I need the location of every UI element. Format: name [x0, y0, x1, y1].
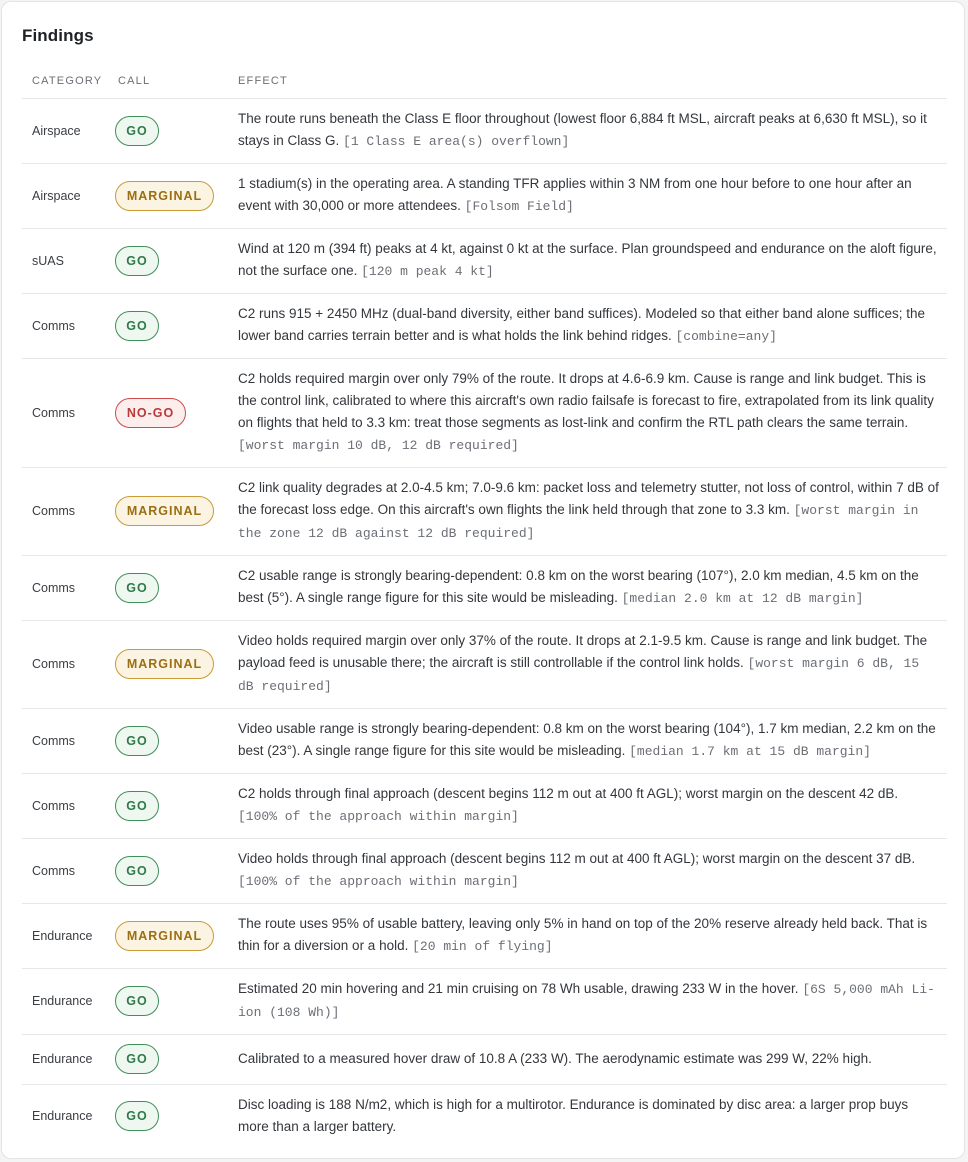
findings-table [22, 64, 947, 1148]
effect-text: C2 holds required margin over only 79% of the route. It drops at 4.6-6.9 km. Cause is range and link budget. This is the control link, calibrated to where this aircraft's own radio failsafe is forecast to fire, extrapolated from its link quality on flights that held to 3.3 km: treat those segments as lost-link and confirm the RTL path clears the same terrain. [238, 371, 934, 430]
effect-cell [228, 99, 947, 164]
panel-title: Findings [22, 26, 94, 45]
status-badge: MARGINAL [115, 181, 214, 211]
effect-detail: [100% of the approach within margin] [238, 809, 519, 824]
status-badge: GO [115, 726, 159, 756]
column-header-call: CALL [108, 64, 228, 99]
effect-detail: [worst margin 6 dB, 15 dB required] [238, 656, 920, 694]
category-cell: Comms [22, 709, 108, 774]
category-cell: Endurance [32, 1109, 93, 1123]
category-cell: Endurance [22, 904, 108, 969]
status-badge: GO [115, 246, 159, 276]
effect-text: 1 stadium(s) in the operating area. A standing TFR applies within 3 NM from one hour before to one hour after an event with 30,000 or more attendees. [238, 176, 912, 213]
effect-cell [228, 556, 947, 621]
table-row [22, 839, 947, 904]
call-cell [108, 774, 228, 839]
effect-detail: [100% of the approach within margin] [238, 874, 519, 889]
effect-text: Calibrated to a measured hover draw of 10.8 A (233 W). The aerodynamic estimate was 299 W, 22% high. [238, 1051, 872, 1066]
effect-detail: [6S 5,000 mAh Li-ion (108 Wh)] [238, 982, 935, 1020]
effect-cell [228, 621, 947, 709]
table-row [22, 229, 947, 294]
status-badge: GO [115, 573, 159, 603]
category-cell: Comms [22, 359, 108, 468]
category-cell: Comms [22, 839, 108, 904]
table-row [22, 294, 947, 359]
call-cell [108, 904, 228, 969]
call-cell [108, 621, 228, 709]
effect-text: Video usable range is strongly bearing-dependent: 0.8 km on the worst bearing (104°), 1.7 km median, 2.2 km on the best (23°). A single range figure for this site would be misleading. [238, 721, 936, 758]
effect-cell [228, 839, 947, 904]
table-row [22, 556, 947, 621]
table-row [22, 709, 947, 774]
effect-cell [228, 468, 947, 556]
effect-cell [228, 229, 947, 294]
effect-detail: [120 m peak 4 kt] [361, 264, 494, 279]
effect-detail: [median 1.7 km at 15 dB margin] [629, 744, 871, 759]
table-row [22, 774, 947, 839]
status-badge: NO-GO [115, 398, 186, 428]
effect-cell [228, 709, 947, 774]
call-cell [108, 164, 228, 229]
call-cell [108, 556, 228, 621]
effect-cell [228, 1085, 947, 1149]
effect-text: Video holds required margin over only 37% of the route. It drops at 2.1-9.5 km. Cause is range and link budget. The payload feed is unusable there; the aircraft is still controllable if the control link holds. [238, 633, 928, 670]
effect-text: C2 usable range is strongly bearing-dependent: 0.8 km on the worst bearing (107°), 2.0 km median, 4.5 km on the best (5°). A single range figure for this site would be misleading. [238, 568, 919, 605]
table-row [22, 468, 947, 556]
column-header-effect: EFFECT [228, 64, 947, 99]
effect-cell [228, 164, 947, 229]
table-row [22, 904, 947, 969]
effect-text: The route runs beneath the Class E floor throughout (lowest floor 6,884 ft MSL, aircraft peaks at 6,630 ft MSL), so it stays in Class G. [238, 111, 927, 148]
category-cell: Endurance [22, 1035, 108, 1085]
call-cell [108, 468, 228, 556]
call-cell [108, 294, 228, 359]
effect-text: C2 runs 915 + 2450 MHz (dual-band diversity, either band suffices). Modeled so that either band alone suffices; the lower band carries terrain better and is what holds the link behind ridges. [238, 306, 926, 343]
effect-cell [228, 359, 947, 468]
call-cell [108, 1085, 228, 1149]
category-cell: Comms [22, 621, 108, 709]
table-header-row [22, 64, 947, 99]
effect-detail: [20 min of flying] [412, 939, 553, 954]
table-row [22, 164, 947, 229]
call-cell [108, 1035, 228, 1085]
effect-text: Wind at 120 m (394 ft) peaks at 4 kt, against 0 kt at the surface. Plan groundspeed and endurance on the aloft figure, not the surface one. [238, 241, 937, 278]
category-cell: Comms [22, 774, 108, 839]
category-cell: Comms [22, 468, 108, 556]
effect-detail: [worst margin in the zone 12 dB against 12 dB required] [238, 503, 919, 541]
effect-detail: [median 2.0 km at 12 dB margin] [621, 591, 864, 606]
call-cell [108, 359, 228, 468]
status-badge: GO [115, 986, 159, 1016]
category-cell: sUAS [22, 229, 108, 294]
effect-detail: [Folsom Field] [464, 199, 574, 214]
call-cell [108, 229, 228, 294]
table-row [22, 969, 947, 1035]
effect-cell [228, 1035, 947, 1085]
category-cell: Comms [22, 294, 108, 359]
effect-text: C2 holds through final approach (descent begins 112 m out at 400 ft AGL); worst margin on the descent 42 dB. [238, 786, 899, 801]
status-badge: GO [115, 1101, 159, 1131]
effect-text: Estimated 20 min hovering and 21 min cruising on 78 Wh usable, drawing 233 W in the hover. [238, 981, 803, 996]
findings-panel [1, 1, 965, 1159]
category-cell: Endurance [22, 969, 108, 1035]
category-cell: Airspace [22, 99, 108, 164]
effect-text: C2 link quality degrades at 2.0-4.5 km; 7.0-9.6 km: packet loss and telemetry stutter, not loss of control, within 7 dB of the forecast loss edge. On this aircraft's own flights the link held through that zone to 3.3 km. [238, 480, 939, 517]
status-badge: MARGINAL [115, 496, 214, 526]
effect-text: The route uses 95% of usable battery, leaving only 5% in hand on top of the 20% reserve already held back. That is thin for a diversion or a hold. [238, 916, 928, 953]
category-cell: Airspace [22, 164, 108, 229]
effect-text: Video holds through final approach (descent begins 112 m out at 400 ft AGL); worst margin on the descent 37 dB. [238, 851, 916, 866]
effect-detail: [1 Class E area(s) overflown] [343, 134, 570, 149]
effect-cell [228, 294, 947, 359]
effect-text: Disc loading is 188 N/m2, which is high for a multirotor. Endurance is dominated by disc area: a larger prop buys more than a larger battery. [238, 1097, 909, 1134]
table-row [22, 1035, 947, 1085]
call-cell [108, 709, 228, 774]
table-row [22, 99, 947, 164]
effect-cell [228, 774, 947, 839]
effect-cell [228, 904, 947, 969]
status-badge: MARGINAL [115, 649, 214, 679]
effect-cell [228, 969, 947, 1035]
table-row [22, 1085, 947, 1149]
status-badge: GO [115, 1044, 159, 1074]
status-badge: MARGINAL [115, 921, 214, 951]
table-row [22, 621, 947, 709]
call-cell [108, 99, 228, 164]
effect-detail: [combine=any] [675, 329, 777, 344]
category-cell: Comms [22, 556, 108, 621]
table-row [22, 359, 947, 468]
status-badge: GO [115, 116, 159, 146]
call-cell [108, 969, 228, 1035]
status-badge: GO [115, 856, 159, 886]
status-badge: GO [115, 791, 159, 821]
column-header-category: CATEGORY [22, 64, 108, 99]
effect-detail: [worst margin 10 dB, 12 dB required] [238, 438, 519, 453]
table-body [22, 99, 947, 1149]
call-cell [108, 839, 228, 904]
status-badge: GO [115, 311, 159, 341]
